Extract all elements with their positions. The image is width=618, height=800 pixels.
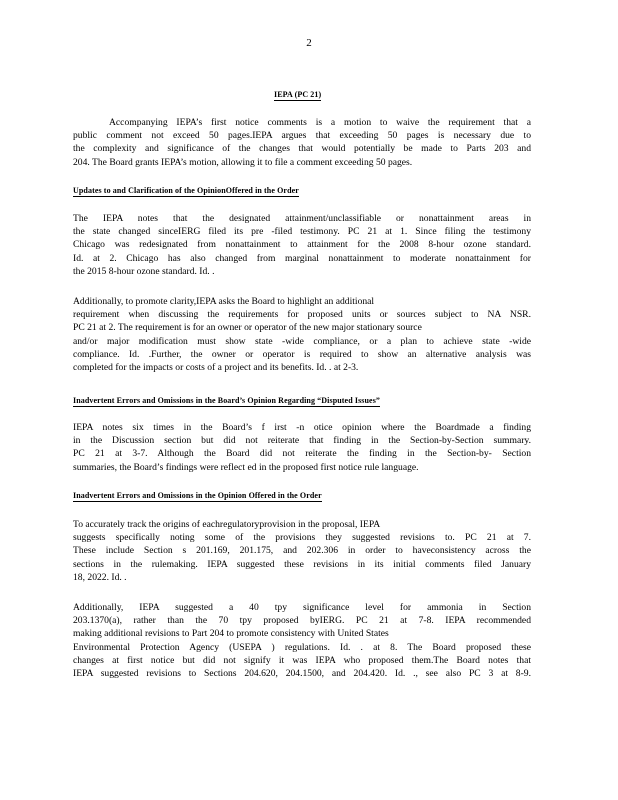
- page-number: 2: [306, 37, 312, 49]
- text-line: 203.1370(a), rather than the 70 tpy proposed byIERG. PC 21 at 7-8. IEPA recommended: [73, 615, 531, 627]
- heading-inadvertent-errors-opinion-order: Inadvertent Errors and Omissions in the Opinion Offered in the Order: [73, 491, 322, 500]
- heading-updates-clarification: Updates to and Clarification of the OpinionOffered in the Order: [73, 186, 299, 195]
- text-line: Environmental Protection Agency (USEPA ) regulations. Id. . at 8. The Board proposed these: [73, 641, 531, 653]
- text-line: Additionally, to promote clarity,IEPA asks the Board to highlight an additional: [73, 296, 375, 307]
- text-line: IEPA notes six times in the Board’s f irst -n otice opinion where the Boardmade a finding: [73, 422, 531, 433]
- text-line: making additional revisions to Part 204 to promote consistency with United States: [73, 628, 389, 640]
- text-line: suggests specifically noting some of the provisions they suggested revisions to. PC 21 at 7.: [73, 532, 531, 544]
- text-line: The IEPA notes that the designated attainment/unclassifiable or nonattainment areas in: [73, 213, 531, 224]
- text-line: Chicago was redesignated from nonattainment to attainment for the 2008 8-hour ozone standard.: [73, 239, 531, 251]
- text-line: IEPA suggested revisions to Sections 204.620, 204.1500, and 204.420. Id. ., see also PC 3 at 8-9.: [73, 668, 531, 680]
- text-line: Id. at 2. Chicago has also changed from marginal nonattainment to moderate nonattainment for: [73, 252, 531, 264]
- text-line: sections in the rulemaking. IEPA suggested these revisions in its initial comments filed January: [73, 558, 531, 570]
- text-line: Accompanying IEPA’s first notice comments is a motion to waive the requirement that a: [109, 117, 531, 128]
- text-line: the state changed sinceIERG filed its pre -filed testimony. PC 21 at 1. Since filing the testimony: [73, 226, 531, 238]
- text-line: in the Discussion section but did not reiterate that finding in the Section-by-Section summary.: [73, 435, 531, 447]
- text-line: PC 21 at 2. The requirement is for an owner or operator of the new major stationary source: [73, 322, 422, 334]
- paragraph-iepa-motion: [73, 116, 531, 169]
- paragraph-board-findings: [73, 421, 531, 474]
- paragraph-attainment-areas: [73, 212, 531, 278]
- text-line: 18, 2022. Id. .: [73, 571, 127, 583]
- text-line: changes at first notice but did not signify it was IEPA who proposed them.The Board notes that: [73, 654, 531, 666]
- text-line: compliance. Id. .Further, the owner or operator is required to show an alternative analysis was: [73, 348, 531, 360]
- text-line: PC 21 at 3-7. Although the Board did not reiterate the finding in the Section-by- Section: [73, 448, 531, 460]
- text-line: These include Section s 201.169, 201.175, and 202.306 in order to haveconsistency across the: [73, 545, 531, 557]
- text-line: public comment not exceed 50 pages.IEPA argues that exceeding 50 pages is necessary due to: [73, 130, 531, 142]
- text-line: summaries, the Board’s findings were reflect ed in the proposed first notice rule language.: [73, 461, 419, 473]
- text-line: completed for the impacts or costs of a project and its benefits. Id. . at 2-3.: [73, 362, 359, 374]
- text-line: To accurately track the origins of eachregulatoryprovision in the proposal, IEPA: [73, 519, 381, 530]
- text-line: the 2015 8-hour ozone standard. Id. .: [73, 265, 215, 277]
- text-line: requirement when discussing the requirements for proposed units or sources subject to NA NSR.: [73, 309, 531, 321]
- paragraph-additional-requirement: [73, 295, 531, 374]
- text-line: and/or major modification must show state -wide compliance, or a plan to achieve state -wide: [73, 335, 531, 347]
- text-line: Additionally, IEPA suggested a 40 tpy significance level for ammonia in Section: [73, 602, 531, 613]
- paragraph-provision-origins: [73, 518, 531, 584]
- paragraph-ammonia-significance: [73, 601, 531, 680]
- heading-inadvertent-errors-disputed-issues: Inadvertent Errors and Omissions in the Board’s Opinion Regarding “Disputed Issues”: [73, 396, 381, 405]
- heading-iepa-pc21: IEPA (PC 21): [274, 90, 322, 99]
- text-line: 204. The Board grants IEPA’s motion, allowing it to file a comment exceeding 50 pages.: [73, 156, 413, 168]
- text-line: the complexity and significance of the changes that would potentially be made to Parts 203 and: [73, 143, 531, 155]
